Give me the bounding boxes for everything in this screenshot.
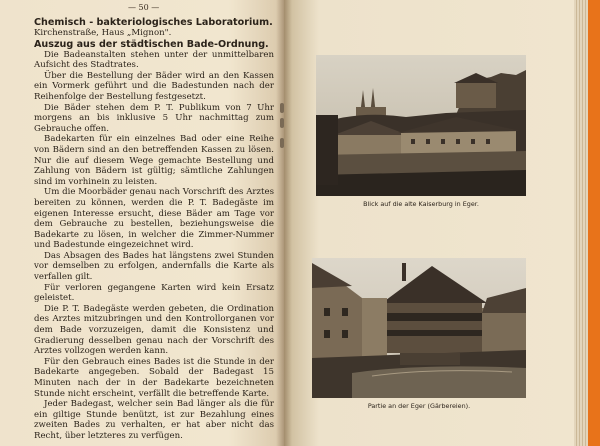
staple-lower [280, 138, 284, 148]
riverside-photo-caption: Partie an der Eger (Gärbereien). [367, 402, 471, 410]
paragraph: Das Absagen des Bades hat längstens zwei Stunden vor demselben zu erfolgen, andernfalls die Karte als verfallen gilt. [34, 250, 274, 283]
paragraph: Jeder Badegast, welcher sein Bad länger als die für ein giltige Stunde benützt, ist zur Bezahlung eines zweiten Bades zu verhalten, er hat aber nicht das Recht, über letzteres zu verfügen. [34, 399, 274, 441]
paragraph: Die Badeanstalten stehen unter der unmittelbaren Aufsicht des Stadtrates. [34, 49, 274, 71]
lab-heading: Chemisch - bakteriologisches Laboratorium. [34, 17, 273, 28]
lab-address: Kirchenstraße, Haus „Mignon". [34, 28, 172, 38]
paragraph: Um die Moorbäder genau nach Vorschrift des Arztes bereiten zu können, werden die P. T. Badegäste im eigenen Interesse ersucht, diese Bäder am Tage vor dem Gebrauche zu bestellen, beziehungsweise die Badekarte zu lösen, in welcher die Zimmer-Nummer und Badestunde eingezeichnet wird. [34, 187, 274, 251]
paragraph: Für verloren gegangene Karten wird kein Ersatz geleistet. [34, 282, 274, 304]
castle-photo-caption: Blick auf die alte Kaiserburg in Eger. [363, 200, 479, 208]
paragraph: Badekarten für ein einzelnes Bad oder eine Reihe von Bädern sind an den betreffenden Kassen zu lösen. Nur die auf diesem Wege gemachte Bestellung und Zahlung von Bädern ist gültig; sämtliche Zahlungen sind im vorhinein zu leisten. [34, 134, 274, 187]
riverside-photo [312, 258, 526, 398]
castle-photo [316, 55, 526, 196]
book-gutter [276, 0, 292, 446]
staple-middle [280, 118, 284, 128]
page-edges [574, 0, 588, 446]
paragraph: Über die Bestellung der Bäder wird an den Kassen ein Vormerk geführt und die Badestunden nach der Reihenfolge der Bestellung festgesetzt. [34, 70, 274, 102]
right-page [284, 0, 576, 446]
paragraph: Die P. T. Badegäste werden gebeten, die Ordination des Arztes mitzubringen und den Kontrollorganen vor dem Bade vorzuzeigen, damit die Konsistenz und Gradierung desselben genau nach der Vorschrift des Arztes vollzogen werden kann. [34, 303, 274, 357]
left-page-text [34, 17, 274, 442]
staple-top [280, 103, 284, 113]
section-title: Auszug aus der städtischen Bade-Ordnung. [34, 38, 269, 50]
paragraph: Für den Gebrauch eines Bades ist die Stunde in der Badekarte angegeben. Sobald der Badegast 15 Minuten nach der in der Badekarte bezeichneten Stunde nicht erscheint, verfällt die betreffende Karte. [34, 356, 274, 399]
left-page [0, 0, 286, 446]
paragraph: Die Bäder stehen dem P. T. Publikum von 7 Uhr morgens an bis inklusive 5 Uhr nachmittag zum Gebrauche offen. [34, 102, 274, 134]
page-number: — 50 — [128, 3, 160, 12]
